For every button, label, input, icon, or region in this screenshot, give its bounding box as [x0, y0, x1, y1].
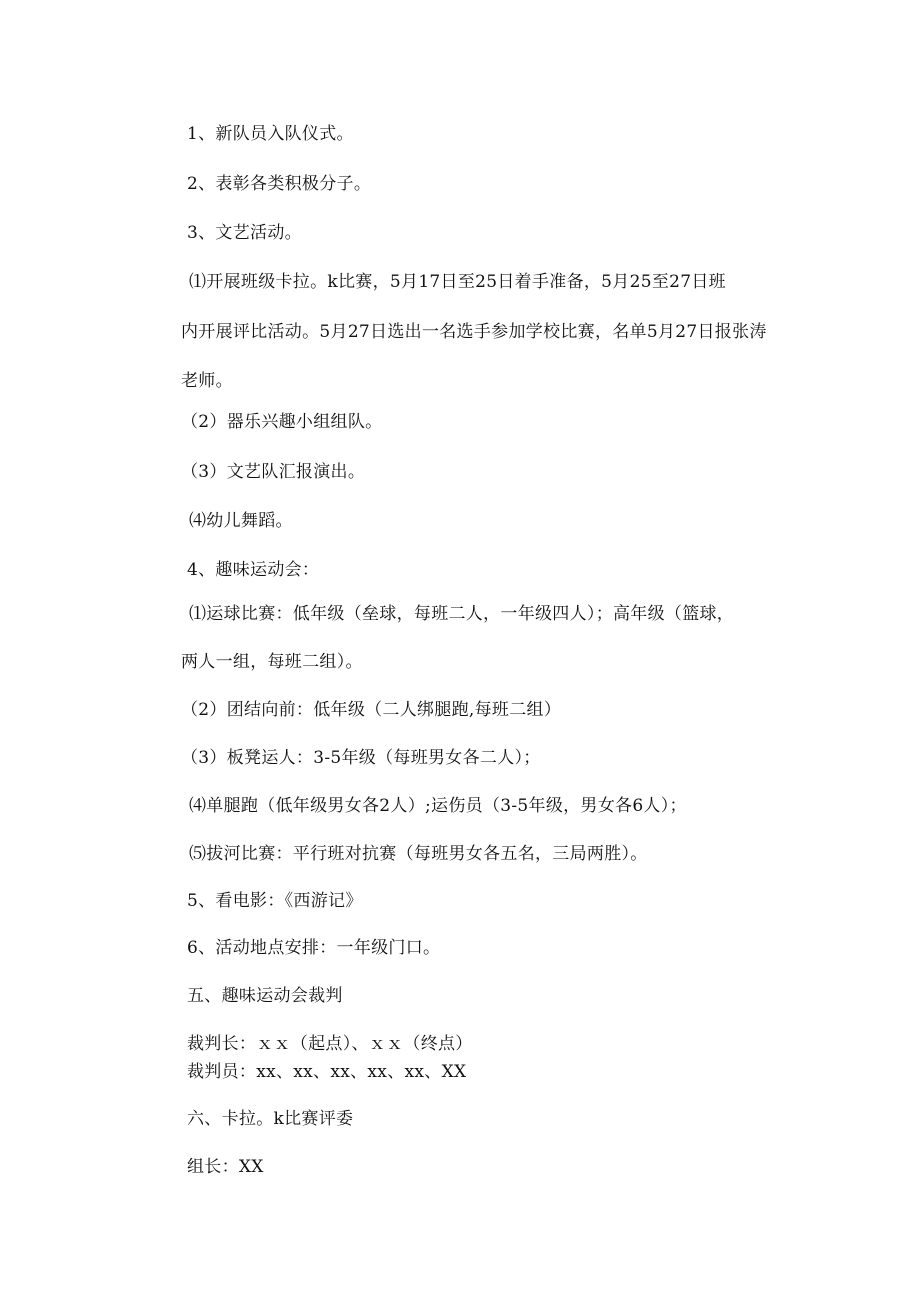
arts-sub-4: ⑷幼儿舞蹈。	[189, 511, 293, 531]
sports-sub-2: （2）团结向前：低年级（二人绑腿跑,每班二组）	[181, 700, 562, 720]
chief-referee-line: 裁判长：ｘｘ（起点）、ｘｘ（终点）	[187, 1034, 473, 1054]
item-2-commend-activists: 2、表彰各类积极分子。	[187, 174, 372, 194]
item-1-new-member-ceremony: 1、新队员入队仪式。	[187, 124, 354, 144]
sports-sub-3: （3）板凳运人：3-5年级（每班男女各二人）；	[181, 748, 541, 768]
sports-sub-5: ⑸拔河比赛：平行班对抗赛（每班男女各五名，三局两胜）。	[189, 844, 648, 864]
item-5-movie: 5、看电影：《西游记》	[187, 891, 363, 911]
arts-sub-1-line-2: 内开展评比活动。5月27日选出一名选手参加学校比赛，名单5月27日报张涛	[181, 322, 767, 342]
group-leader-line: 组长：XX	[187, 1157, 264, 1177]
item-3-arts-activities: 3、文艺活动。	[187, 223, 302, 243]
section-6-judges-heading: 六、卡拉。k比赛评委	[187, 1109, 354, 1129]
arts-sub-1-line-3: 老师。	[181, 371, 233, 391]
sports-sub-1-line-2: 两人一组，每班二组）。	[181, 652, 363, 672]
arts-sub-1-line-1: ⑴开展班级卡拉。k比赛，5月17日至25日着手准备，5月25至27日班	[189, 272, 726, 292]
item-6-venue: 6、活动地点安排：一年级门口。	[187, 938, 441, 958]
section-5-referees-heading: 五、趣味运动会裁判	[187, 986, 343, 1006]
item-4-fun-sports-meet: 4、趣味运动会：	[187, 560, 320, 580]
sports-sub-4: ⑷单腿跑（低年级男女各2人）;运伤员（3-5年级，男女各6人）；	[189, 796, 687, 816]
sports-sub-1-line-1: ⑴运球比赛：低年级（垒球，每班二人，一年级四人）；高年级（篮球，	[189, 604, 735, 624]
arts-sub-2: （2）器乐兴趣小组组队。	[181, 412, 383, 432]
referees-line: 裁判员：xx、xx、xx、xx、xx、XX	[187, 1062, 467, 1082]
arts-sub-3: （3）文艺队汇报演出。	[181, 462, 366, 482]
